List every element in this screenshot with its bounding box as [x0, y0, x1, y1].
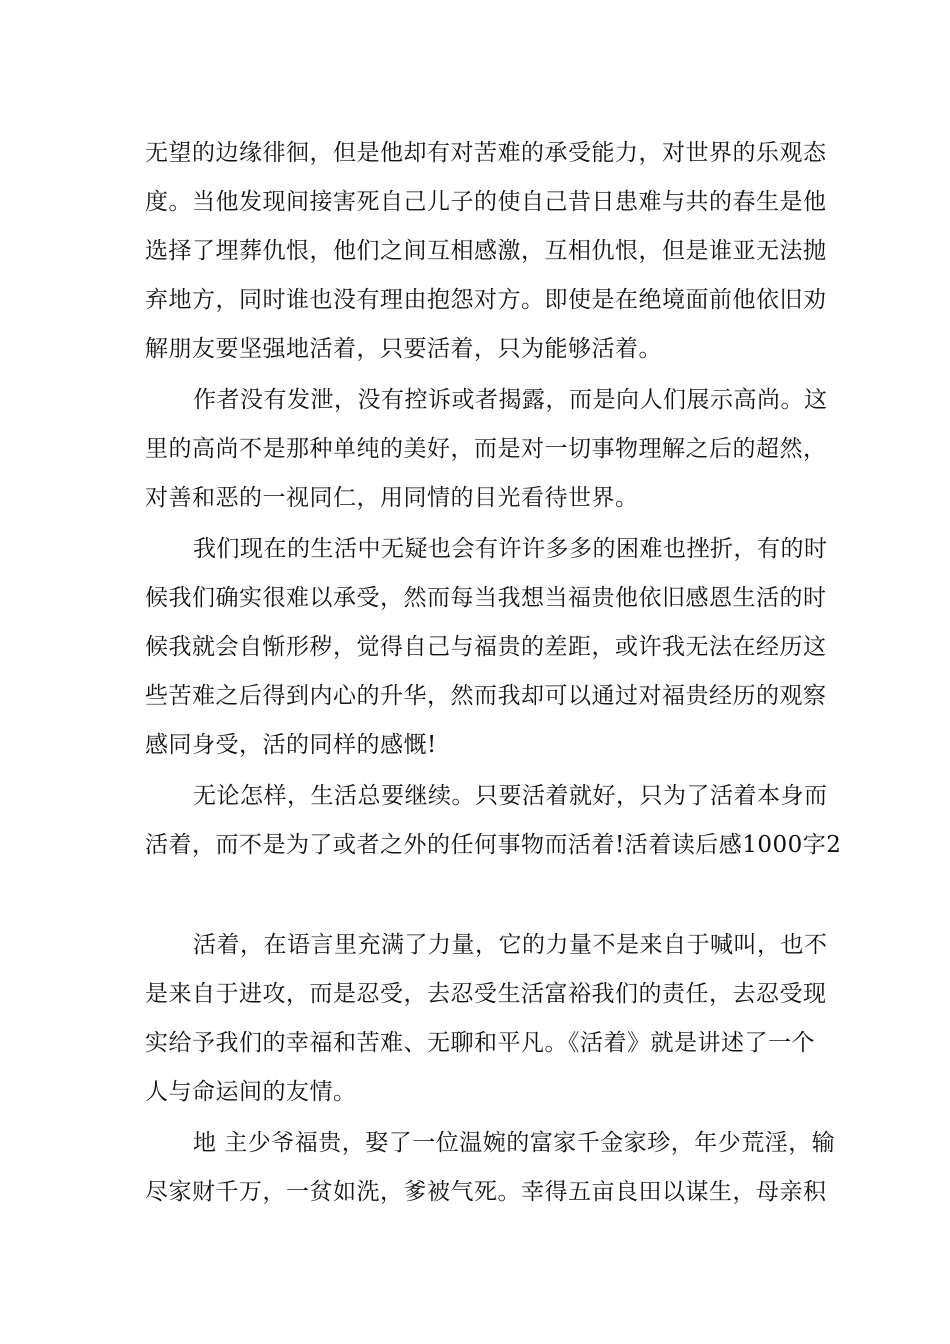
text-line: 无望的边缘徘徊，但是他却有对苦难的承受能力，对世界的乐观态 [145, 140, 827, 166]
text-line: 人与命运间的友情。 [145, 1079, 357, 1105]
text-line: 对善和恶的一视同仁，用同情的目光看待世界。 [145, 485, 639, 511]
text-line: 是来自于进攻，而是忍受，去忍受生活富裕我们的责任，去忍受现 [145, 981, 827, 1007]
text-line: 活着，而不是为了或者之外的任何事物而活着!活着读后感1000字2 [145, 832, 842, 858]
text-line: 些苦难之后得到内心的升华，然而我却可以通过对福贵经历的观察 [145, 683, 827, 709]
text-line: 度。当他发现间接害死自己儿子的使自己昔日患难与共的春生是他 [145, 189, 827, 215]
text-line: 候我们确实很难以承受，然而每当我想当福贵他依旧感恩生活的时 [145, 585, 827, 611]
paragraph-first-line: 地 主少爷福贵，娶了一位温婉的富家千金家珍，年少荒淫，输 [193, 1130, 836, 1156]
text-line: 尽家财千万，一贫如洗，爹被气死。幸得五亩良田以谋生，母亲积 [145, 1179, 827, 1205]
paragraph-first-line: 作者没有发泄，没有控诉或者揭露，而是向人们展示高尚。这 [193, 387, 828, 413]
text-line: 候我就会自惭形秽，觉得自己与福贵的差距，或许我无法在经历这 [145, 634, 827, 660]
paragraph-first-line: 活着，在语言里充满了力量，它的力量不是来自于喊叫，也不 [193, 932, 828, 958]
text-line: 实给予我们的幸福和苦难、无聊和平凡。《活着》就是讲述了一个 [145, 1030, 815, 1056]
paragraph-first-line: 我们现在的生活中无疑也会有许许多多的困难也挫折，有的时 [193, 536, 828, 562]
text-line: 里的高尚不是那种单纯的美好，而是对一切事物理解之后的超然， [145, 436, 827, 462]
text-line: 感同身受，活的同样的感慨! [145, 732, 437, 758]
paragraph-first-line: 无论怎样，生活总要继续。只要活着就好，只为了活着本身而 [193, 783, 828, 809]
text-line: 弃地方，同时谁也没有理由抱怨对方。即使是在绝境面前他依旧劝 [145, 287, 827, 313]
text-line: 解朋友要坚强地活着，只要活着，只为能够活着。 [145, 336, 662, 362]
text-line: 选择了埋葬仇恨，他们之间互相感激，互相仇恨，但是谁亚无法抛 [145, 238, 827, 264]
